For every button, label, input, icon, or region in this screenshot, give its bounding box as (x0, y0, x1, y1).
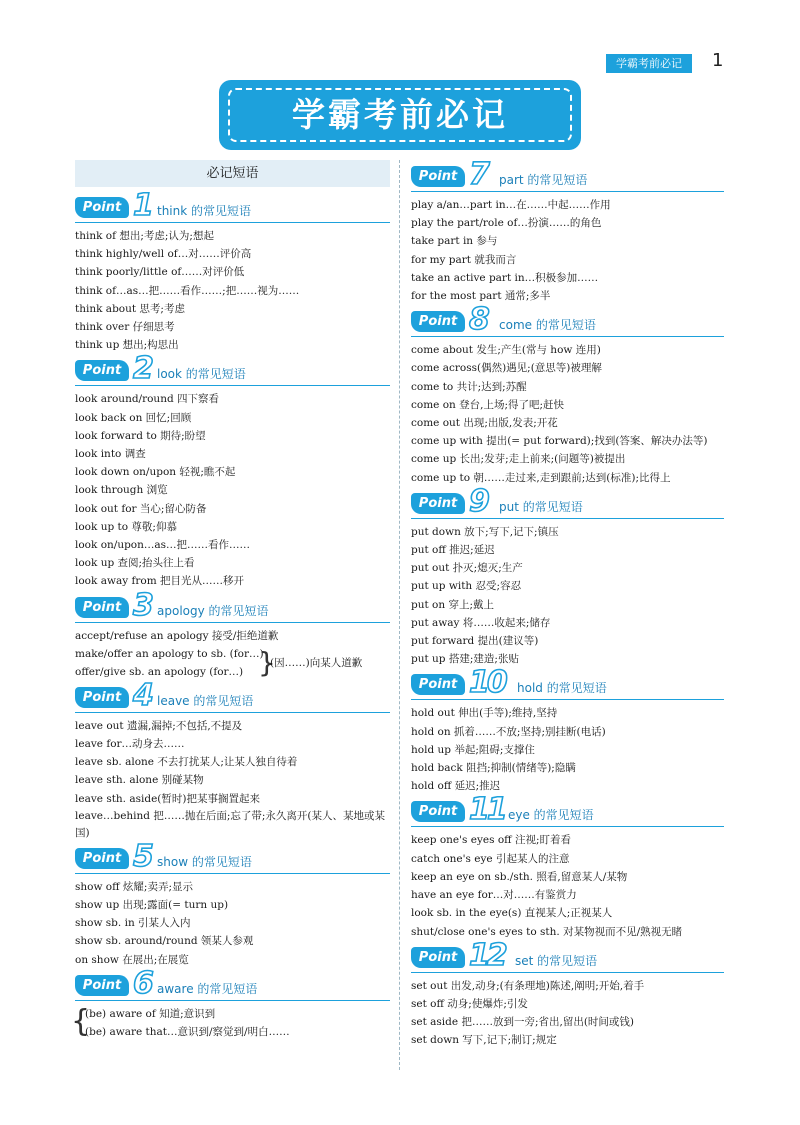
point-7-list (411, 196, 724, 305)
phrase-entry: (be) aware that…意识到/察觉到/明白…… (85, 1026, 290, 1039)
phrase-entry: look away from 把目光从……移开 (75, 575, 244, 588)
point-7-header (411, 157, 724, 192)
point-4-list (75, 717, 390, 842)
phrase-entry: (be) aware of 知道;意识到 (85, 1007, 216, 1020)
phrase-entry: offer/give sb. an apology (for…) (75, 666, 244, 679)
point-number: 9 (469, 483, 490, 519)
phrase-entry: set out 出发,动身;(有条理地)陈述,阐明;开始,着手 (411, 979, 645, 992)
phrase-brace-group (75, 645, 390, 681)
phrase-entry: come up to 朝……走过来,走到跟前;达到(标准);比得上 (411, 471, 671, 484)
point-badge: Point (411, 311, 465, 332)
point-title: eye 的常见短语 (508, 808, 594, 823)
phrase-entry: have an eye for…对……有鉴赏力 (411, 889, 577, 902)
phrase-entry: look around/round 四下察看 (75, 393, 220, 406)
point-title: show 的常见短语 (157, 854, 252, 869)
brace-lines (75, 645, 264, 681)
phrase-entry: put off 推迟;延迟 (411, 544, 495, 557)
point-title: look 的常见短语 (157, 367, 246, 382)
point-title: aware 的常见短语 (157, 981, 258, 996)
phrase-entry: come to 共计;达到;苏醒 (411, 380, 527, 393)
brace-lines (85, 1005, 290, 1041)
point-3-list (75, 627, 390, 645)
phrase-entry: think over 仔细思考 (75, 321, 175, 334)
page-number: 1 (712, 50, 724, 71)
phrase-entry: come out 出现;出版,发表;开花 (411, 417, 558, 430)
point-badge: Point (411, 674, 465, 695)
point-badge: Point (75, 597, 129, 618)
point-number: 11 (469, 792, 505, 828)
point-6-header (75, 965, 390, 1001)
point-badge: Point (411, 493, 465, 514)
phrase-entry: put down 放下;写下,记下;镇压 (411, 525, 559, 538)
phrase-entry: put up with 忍受;容忍 (411, 580, 522, 593)
point-badge: Point (411, 947, 465, 968)
left-column (71, 160, 390, 1043)
phrase-entry: think up 想出;构思出 (75, 339, 179, 352)
phrase-entry: leave for…动身去…… (75, 738, 185, 751)
phrase-entry: play a/an…part in…在……中起……作用 (411, 199, 611, 211)
point-title: leave 的常见短语 (157, 693, 254, 708)
phrase-entry: put up 搭建;建造;张贴 (411, 653, 519, 666)
point-badge: Point (75, 687, 129, 708)
point-number: 4 (133, 677, 154, 713)
point-number: 7 (469, 157, 490, 192)
phrase-entry: leave sth. aside(暂时)把某事搁置起来 (75, 792, 260, 805)
phrase-entry: show sb. in 引某人入内 (75, 917, 191, 930)
point-3-header (75, 587, 390, 623)
point-badge: Point (411, 166, 465, 187)
point-8-list (411, 341, 724, 487)
point-number: 1 (133, 188, 154, 223)
phrase-entry: leave sth. alone 别碰某物 (75, 774, 204, 787)
phrase-entry: play the part/role of…扮演……的角色 (411, 217, 602, 230)
title-banner (219, 80, 581, 150)
point-1-list (75, 227, 390, 354)
phrase-entry: look back on 回忆;回顾 (75, 411, 192, 424)
point-1-header (75, 188, 390, 223)
point-11-list (411, 831, 724, 940)
phrase-entry: look down on/upon 轻视;瞧不起 (75, 466, 236, 479)
phrase-entry: keep an eye on sb./sth. 照看,留意某人/某物 (411, 870, 628, 883)
phrase-entry: set off 动身;使爆炸;引发 (411, 997, 528, 1010)
phrase-entry: catch one's eye 引起某人的注意 (411, 852, 570, 865)
phrase-entry: show sb. around/round 领某人参观 (75, 935, 254, 948)
phrase-entry: accept/refuse an apology 接受/拒绝道歉 (75, 629, 279, 642)
phrase-entry: look up 查阅;抬头往上看 (75, 557, 195, 570)
phrase-entry: leave sb. alone 不去打扰某人;让某人独自待着 (75, 756, 298, 769)
point-9-header (411, 483, 724, 519)
point-9-list (411, 523, 724, 669)
phrase-entry: think of…as…把……看作……;把……视为…… (75, 284, 300, 297)
brace-meaning: (因……)向某人道歉 (270, 656, 363, 669)
point-number: 2 (133, 351, 154, 387)
banner-title: 学霸考前必记 (228, 88, 572, 142)
phrase-entry: put on 穿上;戴上 (411, 598, 495, 611)
phrase-entry: look sb. in the eye(s) 直视某人;正视某人 (411, 907, 613, 920)
point-10-list (411, 704, 724, 795)
phrase-entry: look into 调查 (75, 448, 146, 461)
point-8-header (411, 302, 724, 338)
phrase-entry: show off 炫耀;卖弄;显示 (75, 880, 193, 893)
point-title: hold 的常见短语 (517, 681, 607, 696)
phrase-entry: hold back 阻挡;抑制(情绪等);隐瞒 (411, 762, 576, 775)
phrase-entry: shut/close one's eyes to sth. 对某物视而不见/熟视无睹 (411, 925, 683, 938)
point-title: think 的常见短语 (157, 204, 252, 218)
phrase-entry: think about 思考;考虑 (75, 302, 185, 315)
phrase-entry: think highly/well of…对……评价高 (75, 248, 252, 261)
point-number: 8 (469, 302, 490, 338)
point-badge: Point (75, 360, 129, 381)
point-title: come 的常见短语 (499, 318, 596, 333)
point-4-header (75, 677, 390, 713)
point-title: put 的常见短语 (499, 499, 583, 514)
section-title: 必记短语 (75, 160, 390, 187)
point-number: 12 (469, 937, 505, 973)
point-title: apology 的常见短语 (157, 603, 269, 618)
point-badge: Point (75, 848, 129, 869)
phrase-entry: think of 想出;考虑;认为;想起 (75, 230, 214, 242)
column-divider (399, 160, 400, 1070)
header-tag: 学霸考前必记 (606, 54, 692, 73)
point-title: part 的常见短语 (499, 173, 588, 187)
phrase-entry: hold on 抓着……不放;坚持;别挂断(电话) (411, 725, 606, 738)
phrase-entry: think poorly/little of……对评价低 (75, 266, 245, 279)
point-number: 10 (469, 665, 505, 701)
right-brace-icon: } (258, 645, 276, 679)
phrase-entry: hold off 延迟;推迟 (411, 780, 501, 793)
point-number: 6 (133, 965, 154, 1001)
point-2-list (75, 390, 390, 590)
phrase-entry: take part in 参与 (411, 235, 498, 248)
phrase-entry: come up 长出;发芽;走上前来;(问题等)被提出 (411, 453, 626, 466)
point-12-header (411, 937, 724, 973)
phrase-entry: keep one's eyes off 注视;盯着看 (411, 834, 572, 847)
point-2-header (75, 351, 390, 387)
phrase-entry: look on/upon…as…把……看作…… (75, 539, 251, 552)
phrase-brace-group (71, 1003, 390, 1043)
phrase-entry: come about 发生;产生(常与 how 连用) (411, 344, 601, 357)
phrase-entry: show up 出现;露面(= turn up) (75, 899, 229, 912)
phrase-entry: look up to 尊敬;仰慕 (75, 520, 177, 533)
point-11-header (411, 792, 724, 828)
phrase-entry: come on 登台,上场;得了吧;赶快 (411, 398, 565, 411)
phrase-entry: leave…behind 把……抛在后面;忘了带;永久离开(某人、某地或某国) (75, 809, 386, 839)
point-10-header (411, 665, 724, 701)
phrase-entry: make/offer an apology to sb. (for…) (75, 647, 264, 660)
phrase-entry: leave out 遗漏,漏掉;不包括,不提及 (75, 719, 243, 732)
phrase-entry: put out 扑灭;熄灭;生产 (411, 562, 523, 575)
phrase-entry: for my part 就我而言 (411, 253, 517, 266)
phrase-entry: set aside 把……放到一旁;省出,留出(时间或钱) (411, 1016, 635, 1029)
point-badge: Point (75, 975, 129, 996)
phrase-entry: look forward to 期待;盼望 (75, 429, 206, 442)
phrase-entry: come across(偶然)遇见;(意思等)被理解 (411, 362, 602, 375)
point-5-header (75, 838, 390, 874)
point-badge: Point (75, 197, 129, 218)
point-number: 3 (133, 587, 154, 623)
phrase-entry: put forward 提出(建议等) (411, 635, 539, 648)
phrase-entry: hold up 举起;阻碍;支撑住 (411, 743, 535, 756)
phrase-entry: for the most part 通常;多半 (411, 290, 551, 303)
phrase-entry: look through 浏览 (75, 484, 168, 497)
phrase-entry: take an active part in…积极参加…… (411, 271, 599, 284)
phrase-entry: come up with 提出(= put forward);找到(答案、解决办法等) (411, 435, 708, 448)
point-badge: Point (411, 801, 465, 822)
point-12-list (411, 977, 724, 1050)
phrase-entry: hold out 伸出(手等);维持,坚持 (411, 707, 558, 720)
phrase-entry: on show 在展出;在展览 (75, 953, 189, 966)
point-5-list (75, 878, 390, 969)
phrase-entry: put away 将……收起来;储存 (411, 616, 551, 629)
phrase-entry: set down 写下,记下;制订;规定 (411, 1034, 557, 1047)
point-number: 5 (133, 838, 154, 874)
right-column (411, 157, 724, 1050)
phrase-entry: look out for 当心;留心防备 (75, 502, 207, 515)
point-title: set 的常见短语 (515, 953, 598, 968)
left-brace-icon: { (71, 1003, 91, 1039)
